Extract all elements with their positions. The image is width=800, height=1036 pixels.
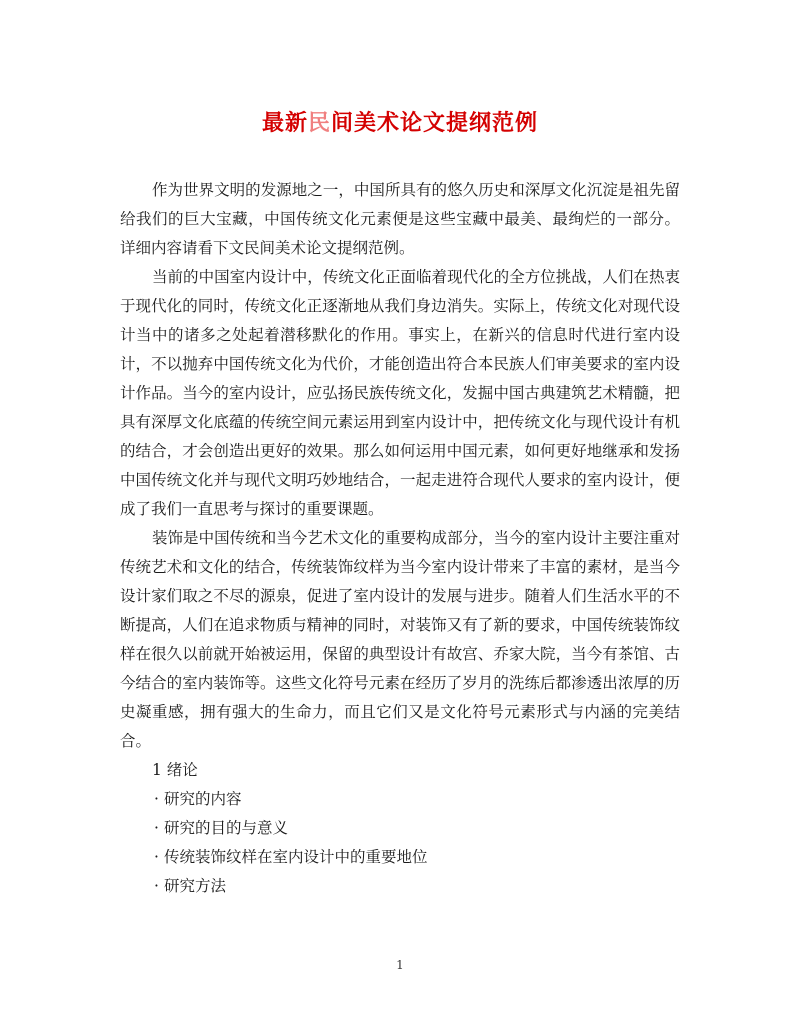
bullet-icon: · (154, 848, 159, 866)
list-item-text: 研究方法 (164, 877, 227, 895)
title-highlight: 民 (307, 110, 331, 136)
list-item (120, 872, 680, 901)
bullet-icon: · (154, 877, 159, 895)
list-item (120, 843, 680, 872)
document-body (120, 176, 680, 901)
bullet-icon: · (154, 790, 159, 808)
bullet-icon: · (154, 819, 159, 837)
outline-list (120, 785, 680, 901)
section-heading: 1 绪论 (152, 761, 198, 779)
document-title (0, 106, 800, 137)
list-item-text: 研究的内容 (164, 790, 242, 808)
list-item-text: 研究的目的与意义 (164, 819, 289, 837)
paragraph-current-design: 当前的中国室内设计中，传统文化正面临着现代化的全方位挑战，人们在热衷于现代化的同时，传统文化正逐渐地从我们身边消失。实际上，传统文化对现代设计当中的诸多之处起着潜移默化的作用。事实上，在新兴的信息时代进行室内设计，不以抛弃中国传统文化为代价，才能创造出符合本民族人们审美要求的室内设计作品。当今的室内设计，应弘扬民族传统文化，发掘中国古典建筑艺术精髓，把具有深厚文化底蕴的传统空间元素运用到室内设计中，把传统文化与现代设计有机的结合，才会创造出更好的效果。那么如何运用中国元素，如何更好地继承和发扬中国传统文化并与现代文明巧妙地结合，一起走进符合现代人要求的室内设计，便成了我们一直思考与探讨的重要课题。 (120, 268, 680, 518)
list-item (120, 814, 680, 843)
title-part-3: 间美术论文提纲范例 (331, 110, 539, 136)
list-item (120, 785, 680, 814)
title-part-1: 最新 (261, 110, 308, 136)
page-number: 1 (396, 958, 404, 972)
paragraph-decoration: 装饰是中国传统和当今艺术文化的重要构成部分，当今的室内设计主要注重对传统艺术和文化的结合，传统装饰纹样为当今室内设计带来了丰富的素材，是当今设计家们取之不尽的源泉，促进了室内设计的发展与进步。随着人们生活水平的不断提高，人们在追求物质与精神的同时，对装饰又有了新的要求，中国传统装饰纹样在很久以前就开始被运用，保留的典型设计有故宫、乔家大院，当今有茶馆、古今结合的室内装饰等。这些文化符号元素在经历了岁月的洗练后都渗透出浓厚的历史凝重感，拥有强大的生命力，而且它们又是文化符号元素形式与内涵的完美结合。 (120, 529, 680, 750)
list-item-text: 传统装饰纹样在室内设计中的重要地位 (164, 848, 428, 866)
paragraph-intro: 作为世界文明的发源地之一，中国所具有的悠久历史和深厚文化沉淀是祖先留给我们的巨大宝藏，中国传统文化元素便是这些宝藏中最美、最绚烂的一部分。 详细内容请看下文民间美术论文提纲范例。 (120, 181, 680, 257)
